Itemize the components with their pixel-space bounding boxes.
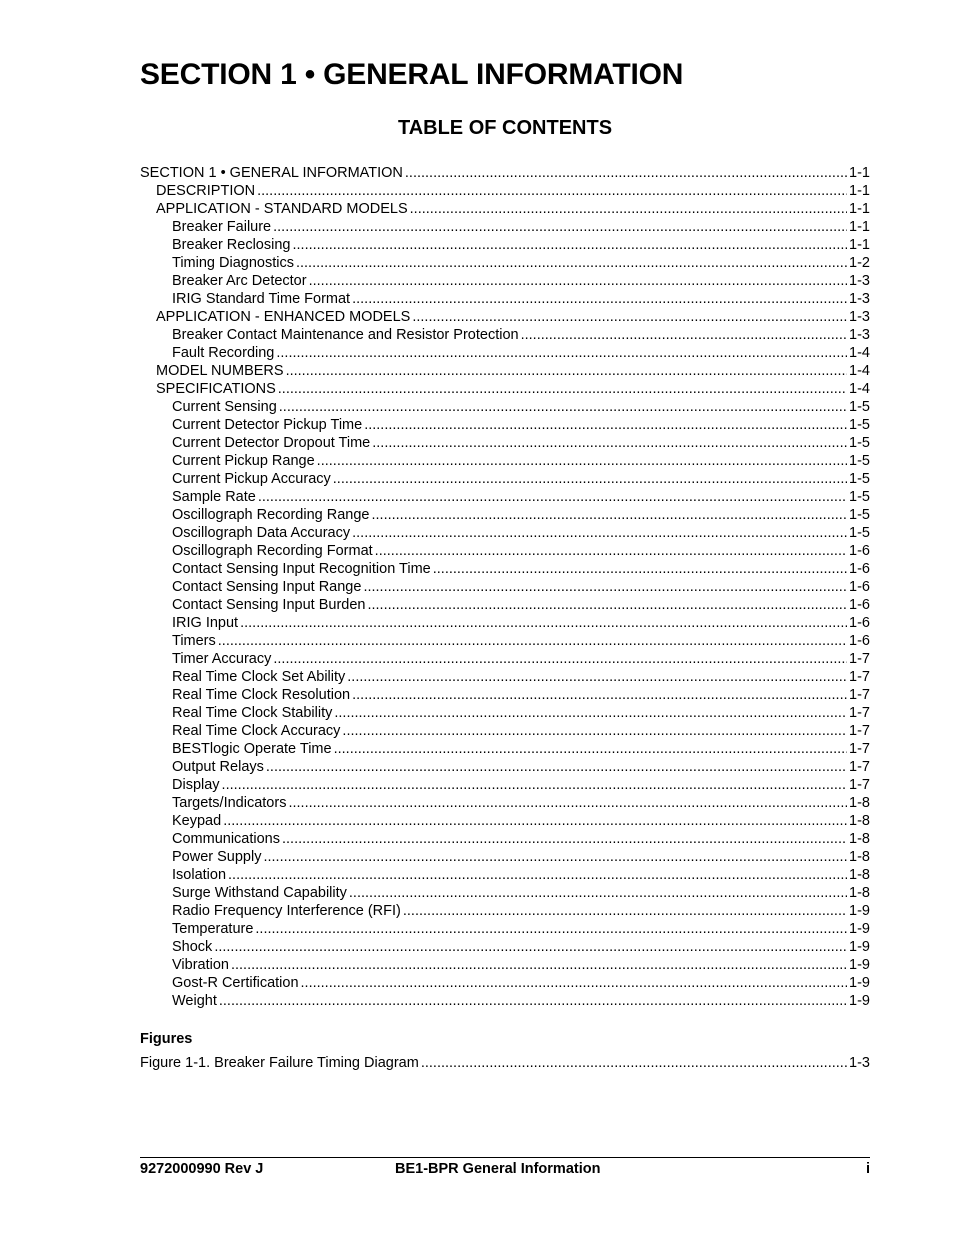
- toc-entry-label: Targets/Indicators: [172, 795, 287, 811]
- toc-entry-label: Timers: [172, 633, 216, 649]
- dot-leader: [352, 686, 847, 704]
- toc-entry-page: 1-5: [849, 507, 870, 523]
- toc-entry-page: 1-1: [849, 165, 870, 181]
- toc-entry-page: 1-2: [849, 255, 870, 271]
- dot-leader: [363, 578, 847, 596]
- dot-leader: [273, 218, 847, 236]
- dot-leader: [231, 956, 847, 974]
- toc-entry[interactable]: [140, 200, 870, 218]
- toc-entry-label: Breaker Contact Maintenance and Resistor Protection: [172, 327, 519, 343]
- toc-entry-page: 1-8: [849, 849, 870, 865]
- dot-leader: [214, 938, 847, 956]
- toc-entry[interactable]: [140, 506, 870, 524]
- toc-entry-label: Sample Rate: [172, 489, 256, 505]
- toc-entry-label: Vibration: [172, 957, 229, 973]
- toc-entry[interactable]: [140, 272, 870, 290]
- toc-entry[interactable]: [140, 866, 870, 884]
- dot-leader: [282, 830, 847, 848]
- dot-leader: [266, 758, 847, 776]
- toc-entry-label: Contact Sensing Input Burden: [172, 597, 366, 613]
- toc-entry[interactable]: [140, 290, 870, 308]
- dot-leader: [412, 308, 847, 326]
- dot-leader: [410, 200, 847, 218]
- toc-entry-page: 1-6: [849, 579, 870, 595]
- dot-leader: [403, 902, 847, 920]
- toc-entry-label: Contact Sensing Input Recognition Time: [172, 561, 431, 577]
- toc-entry-page: 1-8: [849, 831, 870, 847]
- dot-leader: [309, 272, 847, 290]
- toc-entry-label: Isolation: [172, 867, 227, 883]
- toc-entry-label: Fault Recording: [172, 345, 275, 361]
- toc-entry[interactable]: [140, 488, 870, 506]
- toc-entry-label: MODEL NUMBERS: [156, 363, 284, 379]
- toc-entry-page: 1-7: [849, 741, 870, 757]
- toc-entry[interactable]: [140, 236, 870, 254]
- dot-leader: [433, 560, 847, 578]
- toc-entry-label: BESTlogic Operate Time: [172, 741, 332, 757]
- dot-leader: [276, 344, 847, 362]
- toc-entry-page: 1-4: [849, 345, 870, 361]
- toc-entry-label: Communications: [172, 831, 280, 847]
- toc-entry-page: 1-7: [849, 651, 870, 667]
- toc-entry-label: Oscillograph Recording Format: [172, 543, 373, 559]
- toc-entry[interactable]: [140, 956, 870, 974]
- toc-entry-page: 1-5: [849, 489, 870, 505]
- dot-leader: [228, 866, 847, 884]
- toc-entry-page: 1-7: [849, 759, 870, 775]
- toc-entry-page: 1-3: [849, 291, 870, 307]
- toc-entry-page: 1-4: [849, 381, 870, 397]
- page-footer: [140, 1157, 870, 1180]
- dot-leader: [288, 794, 847, 812]
- toc-entry-page: 1-5: [849, 399, 870, 415]
- toc-entry-label: Contact Sensing Input Range: [172, 579, 362, 595]
- toc-entry[interactable]: [140, 812, 870, 830]
- dot-leader: [367, 596, 847, 614]
- toc-entry-page: 1-9: [849, 957, 870, 973]
- dot-leader: [258, 488, 847, 506]
- toc-entry[interactable]: [140, 578, 870, 596]
- toc-entry[interactable]: [140, 542, 870, 560]
- toc-entry-page: 1-8: [849, 867, 870, 883]
- dot-leader: [219, 992, 847, 1010]
- toc-entry[interactable]: [140, 308, 870, 326]
- toc-entry[interactable]: [140, 182, 870, 200]
- toc-entry-page: 1-1: [849, 201, 870, 217]
- toc-entry-label: SPECIFICATIONS: [156, 381, 276, 397]
- toc-entry-page: 1-7: [849, 669, 870, 685]
- toc-entry-label: Oscillograph Data Accuracy: [172, 525, 351, 541]
- toc-entry[interactable]: [140, 920, 870, 938]
- toc-entry-page: 1-3: [849, 309, 870, 325]
- toc-entry-label: Radio Frequency Interference (RFI): [172, 903, 401, 919]
- toc-entry-page: 1-9: [849, 993, 870, 1009]
- toc-entry[interactable]: [140, 452, 870, 470]
- toc-entry-label: IRIG Standard Time Format: [172, 291, 351, 307]
- toc-entry-label: Timing Diagnostics: [172, 255, 294, 271]
- dot-leader: [279, 398, 847, 416]
- toc-entry[interactable]: [140, 794, 870, 812]
- section-title: SECTION 1 • GENERAL INFORMATION: [140, 58, 684, 91]
- toc-entry-page: 1-7: [849, 723, 870, 739]
- toc-entry-label: Real Time Clock Resolution: [172, 687, 351, 703]
- toc-entry[interactable]: [140, 326, 870, 344]
- toc-entry-label: Display: [172, 777, 220, 793]
- toc-entry-label: APPLICATION - STANDARD MODELS: [156, 201, 408, 217]
- figures-list: [140, 1054, 870, 1072]
- toc-entry-label: Real Time Clock Stability: [172, 705, 333, 721]
- toc-entry-label: Oscillograph Recording Range: [172, 507, 370, 523]
- figure-entry-page: 1-3: [849, 1055, 870, 1071]
- toc-entry[interactable]: [140, 524, 870, 542]
- toc-entry-label: Gost-R Certification: [172, 975, 299, 991]
- toc-entry[interactable]: [140, 776, 870, 794]
- figures-heading: Figures: [140, 1031, 193, 1047]
- toc-entry-label: Output Relays: [172, 759, 264, 775]
- footer-page-number: i: [865, 1161, 870, 1177]
- toc-entry-page: 1-3: [849, 327, 870, 343]
- dot-leader: [372, 434, 847, 452]
- toc-entry-label: Current Detector Dropout Time: [172, 435, 371, 451]
- toc-entry-label: Breaker Reclosing: [172, 237, 291, 253]
- toc-entry-label: DESCRIPTION: [156, 183, 256, 199]
- toc-entry-label: Current Pickup Range: [172, 453, 315, 469]
- dot-leader: [222, 776, 847, 794]
- toc-entry-label: Real Time Clock Set Ability: [172, 669, 346, 685]
- dot-leader: [349, 884, 847, 902]
- toc-entry-label: Timer Accuracy: [172, 651, 272, 667]
- toc-entry[interactable]: [140, 974, 870, 992]
- toc-entry-page: 1-5: [849, 435, 870, 451]
- toc-entry-label: Keypad: [172, 813, 222, 829]
- toc-entry-page: 1-5: [849, 471, 870, 487]
- toc-entry-label: Shock: [172, 939, 213, 955]
- toc-entry-page: 1-7: [849, 687, 870, 703]
- toc-entry[interactable]: [140, 560, 870, 578]
- dot-leader: [296, 254, 847, 272]
- dot-leader: [317, 452, 847, 470]
- toc-title: TABLE OF CONTENTS: [397, 117, 613, 139]
- toc-entry[interactable]: [140, 344, 870, 362]
- toc-entry[interactable]: [140, 848, 870, 866]
- toc-entry-page: 1-4: [849, 363, 870, 379]
- toc-entry-page: 1-7: [849, 777, 870, 793]
- toc-entry-label: SECTION 1 • GENERAL INFORMATION: [140, 165, 403, 181]
- toc-entry-page: 1-8: [849, 813, 870, 829]
- dot-leader: [352, 290, 847, 308]
- dot-leader: [405, 164, 847, 182]
- toc-entry[interactable]: [140, 722, 870, 740]
- dot-leader: [223, 812, 847, 830]
- toc-entry-label: Surge Withstand Capability: [172, 885, 347, 901]
- toc-entry-label: Current Detector Pickup Time: [172, 417, 363, 433]
- dot-leader: [334, 740, 847, 758]
- toc-entry-label: Weight: [172, 993, 217, 1009]
- dot-leader: [301, 974, 848, 992]
- dot-leader: [334, 704, 847, 722]
- toc-entry[interactable]: [140, 758, 870, 776]
- dot-leader: [263, 848, 847, 866]
- toc-entry-page: 1-8: [849, 795, 870, 811]
- toc-entry-page: 1-1: [849, 237, 870, 253]
- toc-entry[interactable]: [140, 740, 870, 758]
- toc-entry-page: 1-7: [849, 705, 870, 721]
- toc-entry-label: IRIG Input: [172, 615, 239, 631]
- dot-leader: [421, 1054, 847, 1072]
- toc-entry-label: Current Sensing: [172, 399, 277, 415]
- dot-leader: [278, 380, 847, 398]
- toc-entry[interactable]: [140, 632, 870, 650]
- toc-entry[interactable]: [140, 668, 870, 686]
- dot-leader: [240, 614, 847, 632]
- toc-entry-label: Power Supply: [172, 849, 262, 865]
- toc-entry[interactable]: [140, 218, 870, 236]
- dot-leader: [371, 506, 847, 524]
- toc-entry[interactable]: [140, 596, 870, 614]
- toc-entry-page: 1-1: [849, 183, 870, 199]
- dot-leader: [342, 722, 847, 740]
- toc-entry[interactable]: [140, 254, 870, 272]
- dot-leader: [375, 542, 847, 560]
- toc-entry-page: 1-6: [849, 597, 870, 613]
- toc-entry[interactable]: [140, 398, 870, 416]
- dot-leader: [257, 182, 847, 200]
- toc-entry[interactable]: [140, 416, 870, 434]
- toc-entry[interactable]: [140, 704, 870, 722]
- toc-entry[interactable]: [140, 902, 870, 920]
- dot-leader: [292, 236, 847, 254]
- footer-title: BE1-BPR General Information: [395, 1161, 601, 1177]
- dot-leader: [333, 470, 847, 488]
- toc-entry-page: 1-6: [849, 615, 870, 631]
- toc-entry[interactable]: [140, 434, 870, 452]
- toc-entry-page: 1-1: [849, 219, 870, 235]
- toc-entry-label: APPLICATION - ENHANCED MODELS: [156, 309, 411, 325]
- toc-entry[interactable]: [140, 650, 870, 668]
- toc-entry[interactable]: [140, 884, 870, 902]
- footer-document-number: 9272000990 Rev J: [140, 1161, 264, 1177]
- toc-entry[interactable]: [140, 362, 870, 380]
- figure-entry-label: Figure 1-1. Breaker Failure Timing Diagram: [140, 1055, 419, 1071]
- toc-entry-page: 1-6: [849, 543, 870, 559]
- toc-entry-page: 1-5: [849, 453, 870, 469]
- dot-leader: [218, 632, 847, 650]
- toc-entry[interactable]: [140, 164, 870, 182]
- toc-entry-page: 1-8: [849, 885, 870, 901]
- dot-leader: [347, 668, 847, 686]
- dot-leader: [352, 524, 847, 542]
- toc-entry-label: Temperature: [172, 921, 254, 937]
- toc-entry[interactable]: [140, 686, 870, 704]
- toc-entry-label: Real Time Clock Accuracy: [172, 723, 341, 739]
- toc-entry-label: Current Pickup Accuracy: [172, 471, 331, 487]
- dot-leader: [364, 416, 847, 434]
- toc-entry[interactable]: [140, 992, 870, 1010]
- toc-entry-page: 1-9: [849, 903, 870, 919]
- dot-leader: [521, 326, 847, 344]
- toc-entry[interactable]: [140, 380, 870, 398]
- toc-entry-page: 1-6: [849, 633, 870, 649]
- dot-leader: [273, 650, 847, 668]
- toc-entry-label: Breaker Failure: [172, 219, 272, 235]
- toc-entry-page: 1-9: [849, 975, 870, 991]
- dot-leader: [286, 362, 847, 380]
- toc-entry-page: 1-9: [849, 939, 870, 955]
- figure-entry[interactable]: [140, 1054, 870, 1072]
- toc-entry-page: 1-5: [849, 417, 870, 433]
- toc-entry-label: Breaker Arc Detector: [172, 273, 307, 289]
- dot-leader: [255, 920, 847, 938]
- toc-entry-page: 1-6: [849, 561, 870, 577]
- toc-entry-page: 1-5: [849, 525, 870, 541]
- toc-entry[interactable]: [140, 830, 870, 848]
- toc-entry[interactable]: [140, 938, 870, 956]
- table-of-contents: [140, 164, 870, 1010]
- toc-entry-page: 1-3: [849, 273, 870, 289]
- toc-entry[interactable]: [140, 470, 870, 488]
- toc-entry[interactable]: [140, 614, 870, 632]
- toc-entry-page: 1-9: [849, 921, 870, 937]
